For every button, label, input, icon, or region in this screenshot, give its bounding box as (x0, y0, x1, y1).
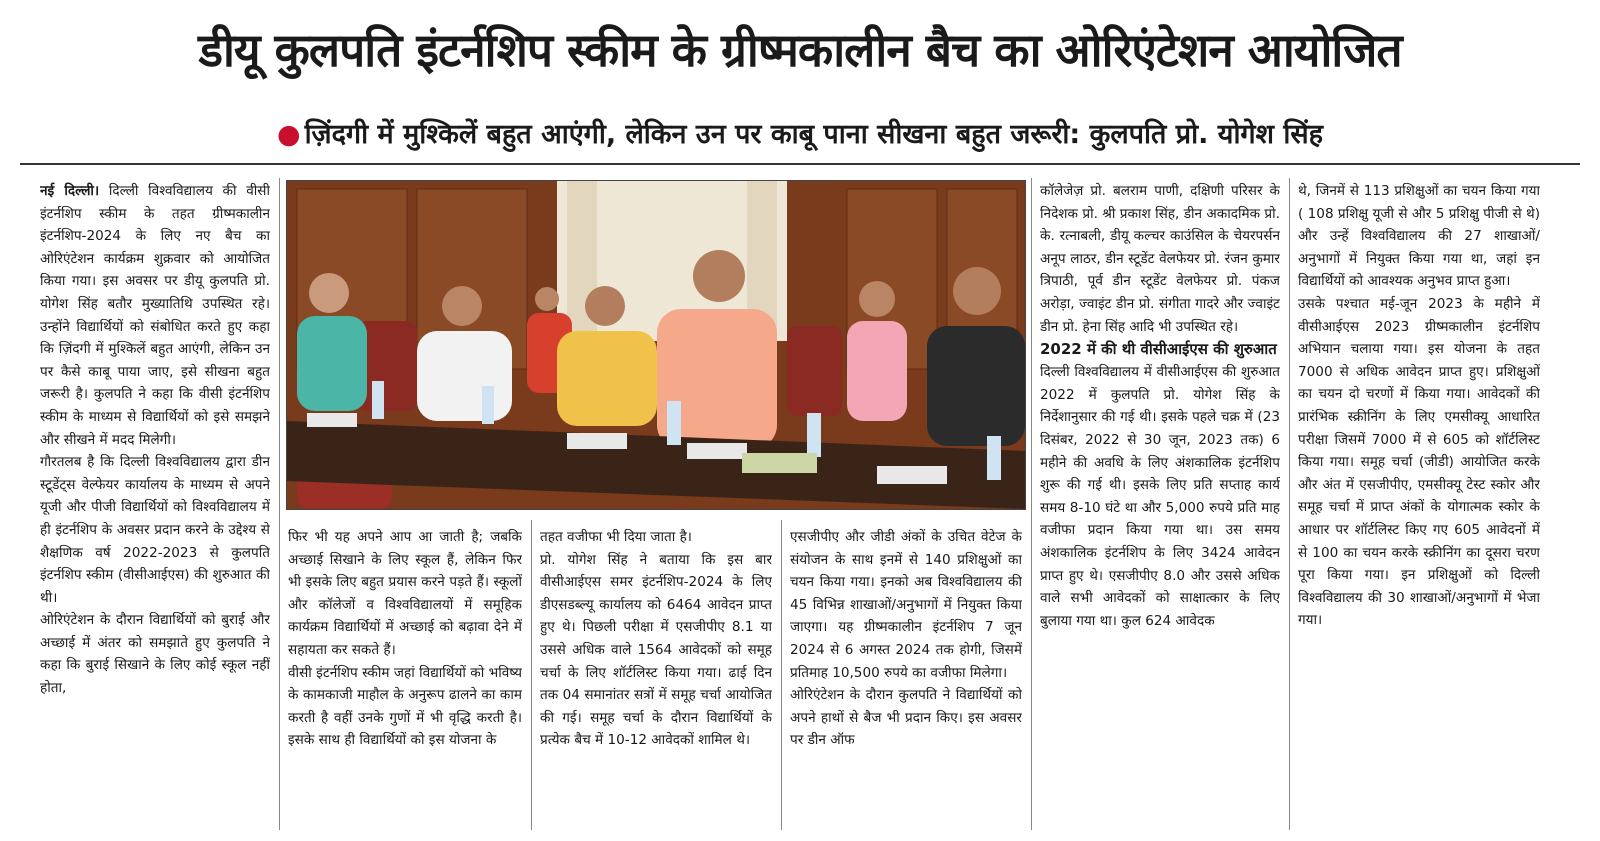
column-divider (1289, 178, 1290, 830)
paragraph: उसके पश्चात मई-जून 2023 के महीने में वीसीआईएस 2023 ग्रीष्मकालीन इंटर्नशिप अभियान चलाया गया। इस योजना के तहत 7000 से अधिक आवेदन प्राप्त हुए। प्रशिक्षुओं का चयन दो चरणों में किया गया। आवेदकों की प्रारंभिक स्क्रीनिंग के लिए एमसीक्यू आधारित परीक्षा जिसमें 7000 में से 605 को शॉर्टलिस्ट किया गया। समूह चर्चा (जीडी) आयोजित करके और अंत में एसजीपीए, एमसीक्यू टेस्ट स्कोर और समूह चर्चा में प्राप्त अंकों के योगात्मक स्कोर के आधार पर शॉर्टलिस्ट किए गए 605 आवेदनों में से 100 का चयन करके स्क्रीनिंग का दूसरा चरण पूरा किया गया। इन प्रशिक्षुओं को दिल्ली विश्वविद्यालय की 30 शाखाओं/अनुभागों में भेजा गया। (1298, 295, 1540, 629)
column-divider (1031, 178, 1032, 830)
paragraph: ओरिएंटेशन के दौरान विद्यार्थियों को बुराई और अच्छाई में अंतर को समझाते हुए कुलपति ने कहा कि बुराई सिखाने के लिए कोई स्कूल नहीं होता, (40, 612, 270, 697)
column-divider (781, 520, 782, 830)
paragraph: ओरिएंटेशन के दौरान कुलपति ने विद्यार्थियों को अपने हाथों से बैज भी प्रदान किए। इस अवसर पर डीन ऑफ (790, 687, 1022, 749)
dateline: नई दिल्ली। (40, 183, 100, 199)
article-column-4 (790, 526, 1022, 830)
paragraph: तहत वजीफा भी दिया जाता है। (540, 529, 692, 545)
header-rule (20, 163, 1580, 165)
section-heading: 2022 में की थी वीसीआईएस की शुरुआत (1040, 340, 1277, 359)
paragraph: वीसी इंटर्नशिप स्कीम जहां विद्यार्थियों को भविष्य के कामकाजी माहौल के अनुरूप ढालने का काम करती है वहीं उनके गुणों में भी वृद्धि करती है। इसके साथ ही विद्यार्थियों को इस योजना के (288, 664, 522, 749)
subheadline-text: ज़िंदगी में मुश्किलें बहुत आएंगी, लेकिन उन पर काबू पाना सीखना बहुत जरूरी: कुलपति प्रो. योगेश सिंह (304, 119, 1323, 150)
event-photo (286, 180, 1026, 510)
paragraph (40, 180, 270, 451)
paragraph-text: दिल्ली विश्वविद्यालय की वीसी इंटर्नशिप स्कीम के तहत ग्रीष्मकालीन इंटर्नशिप-2024 के लिए नए बैच का ओरिएंटेशन कार्यक्रम शुक्रवार को आयोजित किया गया। इस अवसर पर डीयू कुलपति प्रो. योगेश सिंह बतौर मुख्यातिथि उपस्थित रहे। उन्होंने विद्यार्थियों को संबोधित करते हुए कहा कि ज़िंदगी में मुश्किलें बहुत आएंगी, लेकिन उन पर कैसे काबू पाया जाए, इसे सीखना बहुत जरूरी है। कुलपति ने कहा कि वीसी इंटर्नशिप स्कीम के माध्यम से विद्यार्थियों को इसे समझने और सीखने में मदद मिलेगी। (40, 183, 270, 448)
paragraph: दिल्ली विश्वविद्यालय में वीसीआईएस की शुरुआत 2022 में कुलपति प्रो. योगेश सिंह के निर्देशानुसार की गई थी। इसके पहले चक्र में (23 दिसंबर, 2022 से 30 जून, 2023 तक) 6 महीने की अवधि के लिए अंशकालिक इंटर्नशिप शुरू की गई थी। इसके लिए प्रति सप्ताह कार्य समय 8-10 घंटे था और 5,000 रुपये प्रति माह वजीफा प्रदान किया गया था। उस समय अंशकालिक इंटर्नशिप के लिए 3424 आवेदन प्राप्त हुए थे। एसजीपीए 8.0 और उससे अधिक वाले सभी आवेदकों को साक्षात्कार के लिए बुलाया गया था। कुल 624 आवेदक (1040, 364, 1280, 629)
column-divider (531, 520, 532, 830)
headline: डीयू कुलपति इंटर्नशिप स्कीम के ग्रीष्मकालीन बैच का ओरिएंटेशन आयोजित (198, 23, 1402, 77)
subheadline (0, 114, 1600, 151)
paragraph: फिर भी यह अपने आप आ जाती है; जबकि अच्छाई सिखाने के लिए स्कूल हैं, लेकिन फिर भी इसके लिए बहुत प्रयास करने पड़ते हैं। स्कूलों और कॉलेजों व विश्वविद्यालयों में समूहिक कार्यक्रम विद्यार्थियों में अच्छाई को बढ़ावा देने में सहायता कर सकते हैं। (288, 529, 522, 658)
paragraph: एसजीपीए और जीडी अंकों के उचित वेटेज के संयोजन के साथ इनमें से 140 प्रशिक्षुओं का चयन किया गया। इनको अब विश्वविद्यालय की 45 विभिन्न शाखाओं/अनुभागों में नियुक्त किया जाएगा। यह ग्रीष्मकालीन इंटर्नशिप 7 जून 2024 से 6 अगस्त 2024 तक होगी, जिसमें प्रतिमाह 10,500 रुपये का वजीफा मिलेगा। (790, 529, 1022, 681)
paragraph: थे, जिनमें से 113 प्रशिक्षुओं का चयन किया गया ( 108 प्रशिक्षु यूजी से और 5 प्रशिक्षु पीजी से थे) और उन्हें विश्वविद्यालय की 27 शाखाओं/अनुभागों में नियुक्त किया गया था, जहां इन विद्यार्थियों को आवश्यक अनुभव प्राप्त हुआ। (1298, 183, 1540, 290)
article-column-5 (1040, 180, 1280, 830)
article-column-1 (40, 180, 270, 830)
article-column-6 (1298, 180, 1540, 830)
column-divider (279, 178, 280, 830)
paragraph: कॉलेजेज़ प्रो. बलराम पाणी, दक्षिणी परिसर के निदेशक प्रो. श्री प्रकाश सिंह, डीन अकादमिक प्रो. के. रत्नाबली, डीयू कल्चर काउंसिल के चेयरपर्सन अनूप लाठर, डीन स्टूडेंट वेलफेयर प्रो. रंजन कुमार त्रिपाठी, पूर्व डीन स्टूडेंट वेलफेयर प्रो. पंकज अरोड़ा, ज्वाइंट डीन प्रो. संगीता गादरे और ज्वाइंट डीन प्रो. हेना सिंह आदि भी उपस्थित रहे। (1040, 183, 1280, 335)
article-column-2 (288, 526, 522, 830)
bullet-icon: ● (277, 119, 301, 150)
article-column-3 (540, 526, 772, 830)
paragraph: प्रो. योगेश सिंह ने बताया कि इस बार वीसीआईएस समर इंटर्नशिप-2024 के लिए डीएसडब्ल्यू कार्यालय को 6464 आवेदन प्राप्त हुए थे। पिछली परीक्षा में एसजीपीए 8.1 या उससे अधिक वाले 1564 आवेदकों को समूह चर्चा के लिए शॉर्टलिस्ट किया गया। ढाई दिन तक 04 समानांतर सत्रों में समूह चर्चा आयोजित की गई। समूह चर्चा के दौरान विद्यार्थियों के प्रत्येक बैच में 10-12 आवेदकों शामिल थे। (540, 551, 772, 749)
paragraph: गौरतलब है कि दिल्ली विश्वविद्यालय द्वारा डीन स्टूडेंट्स वेल्फेयर कार्यालय के माध्यम से अपने यूजी और पीजी विद्यार्थियों को विश्वविद्यालय में ही इंटर्नशिप के अवसर प्रदान करने के उद्देश्य से शैक्षणिक वर्ष 2022-2023 से कुलपति इंटर्नशिप स्कीम (वीसीआईएस) की शुरुआत की थी। (40, 454, 270, 606)
